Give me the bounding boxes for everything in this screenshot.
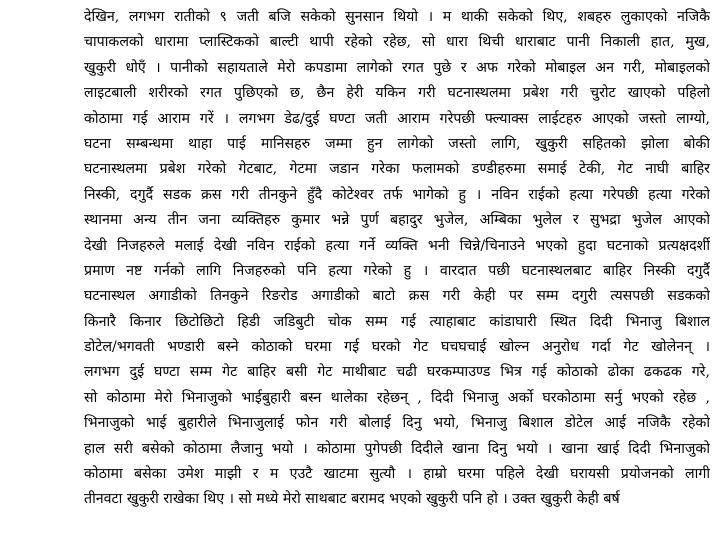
text-line-9: स्थानमा अन्य तीन जना व्यक्तिहरु कुमार भन्ने पुर्ण बहादुर भुजेल, अम्बिका भुलेल र सुभद्रा भुजेल आएको: [84, 212, 710, 229]
text-line-17: भिनाजुको भाई बुहारीले भिनाजुलाई फोन गरी बोलाई दिनु भयो, भिनाजु बिशाल डोटेल आई नजिकै रहेको: [84, 415, 710, 432]
text-line-15: लगभग दुई घण्टा सम्म गेट बाहिर बसी गेट माथीबाट चढी घरकम्पाउण्ड भित्र गई कोठाको ढोका ढकढक गरे,: [84, 364, 710, 381]
text-line-1: देखिन, लगभग रातीको ९ जती बजि सकेको सुनसान थियो । म थाकी सकेको थिए, शबहरु लुकाएको नजिकै: [84, 9, 710, 25]
text-line-14: डोटेल/भगवती भण्डारी बस्ने कोठाको घरमा गई घरको गेट घचघचाई खोल्न अनुरोध गर्दा गेट खोलेनन् ।: [84, 339, 710, 356]
text-line-8: निस्की, दगुर्दै सडक क्रस गरी तीनकुने हुँदै कोटेश्वर तर्फ भागेको हु । नविन राईको हत्या गरेपछी हत्या गरेको: [84, 186, 710, 203]
text-line-12: घटनास्थल अगाडीको तिनकुने रिङरोड अगाडीको बाटो क्रस गरी केही पर सम्म दगुरी त्यसपछी सडकको: [84, 288, 710, 305]
text-line-7: घटनास्थलमा प्रबेश गरेको गेटबाट, गेटमा जडान गरेका फलामको डण्डीहरुमा समाई टेकी, गेट नाघी बाहिर: [84, 161, 710, 178]
text-line-18: हाल सरी बसेको कोठामा लैजानु भयो । कोठामा पुगेपछी दिदीले खाना दिनु भयो । खाना खाई दिदी भिनाजुको: [84, 440, 710, 457]
text-line-13: किनारै किनार छिटोछिटो हिडी जडिबुटी चोक सम्म गई त्याहाबाट कांडाघारी स्थित दिदी भिनाजु बिशाल: [84, 313, 710, 330]
text-line-11: प्रमाण नष्ट गर्नको लागि निजहरुको पनि हत्या गरेको हु । वारदात पछी घटनास्थलबाट बाहिर निस्की दगुर्दै: [84, 262, 710, 279]
text-line-10: देखी निजहरुले मलाई देखी नविन राईको हत्या गर्ने व्यक्ति भनी चिन्ने/चिनाउने भएको हुदा घटनाको प्रत्यक्षदर्शी: [84, 237, 710, 254]
text-line-4: लाइटबाली शरीरको रगत पुछिएको छ, छैन हेरी यकिन गरी घटनास्थलमा प्रबेश गरी चुरोट खाएको पहिलो: [84, 85, 710, 102]
text-line-5: कोठामा गई आराम गरें । लगभग डेढ/दुई घण्टा जती आराम गरेपछी फ्ल्याक्स लाईटहरु आएको जस्तो लाग्यो,: [84, 110, 710, 127]
text-line-20: तीनवटा खुकुरी राखेका थिए । सो मध्ये मेरो साथबाट बरामद भएको खुकुरी पनि हो । उक्त खुकुरी केही बर्ष: [84, 491, 620, 508]
statement-text: [84, 5, 710, 513]
text-line-3: खुकुरी धोएँ । पानीको सहायताले मेरो कपडामा लागेको रगत पुछे र अफ गरेको मोबाइल अन गरी, मोबाइलको: [84, 59, 710, 76]
text-line-16: सो कोठामा मेरो भिनाजुको भाईबुहारी बस्न थालेका रहेछन् , दिदी भिनाजु अर्को घरकोठामा सर्नु भएको रहेछ ,: [84, 389, 710, 406]
text-line-19: कोठामा बसेका उमेश माझी र म एउटै खाटमा सुत्यौ । हाम्रो घरमा पहिले देखी घरायसी प्रयोजनको लागी: [84, 466, 710, 483]
text-line-6: घटना सम्बन्धमा थाहा पाई मानिसहरु जम्मा हुन लागेको जस्तो लागि, खुकुरी सहितको झोला बोकी: [84, 135, 710, 152]
text-line-2: चापाकलको धारामा प्लास्टिकको बाल्टी थापी रहेको रहेछ, सो धारा थिची धाराबाट पानी निकाली हात, मुख,: [84, 34, 710, 51]
